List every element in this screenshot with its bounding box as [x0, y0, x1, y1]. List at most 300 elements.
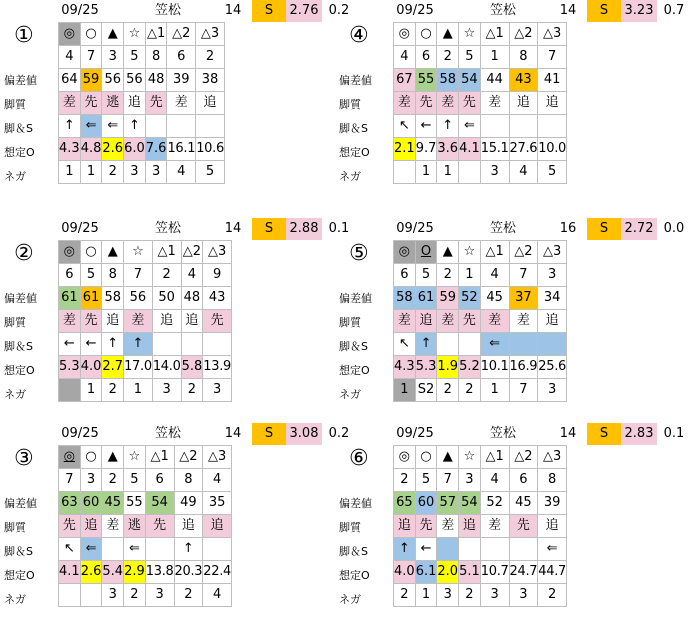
grid-cell-dev: 34: [538, 287, 567, 310]
race-number: ①: [14, 23, 34, 48]
grid-cell-dev: 43: [509, 69, 538, 92]
row-label: 脚＆S: [4, 122, 33, 135]
grid-cell-odds: 6.0: [124, 138, 146, 161]
header-venue: 笠松: [154, 426, 181, 441]
grid-cell-marks: △3: [203, 241, 232, 264]
grid-row-nega: [394, 584, 567, 607]
grid-cell-style: 追: [102, 310, 124, 333]
grid-cell-dev: 49: [174, 492, 203, 515]
grid-cell-odds: 14.0: [152, 356, 181, 379]
grid-cell-nega: 3: [509, 584, 538, 607]
grid-cell-dev: 67: [394, 69, 416, 92]
grid-cell-leg: [203, 538, 232, 561]
grid-cell-leg: ↑: [102, 333, 124, 356]
grid-cell-leg: ←: [59, 333, 81, 356]
grid-cell-odds: 1.9: [437, 356, 459, 379]
row-label: 偏差値: [339, 292, 372, 305]
grid-cell-leg: [538, 115, 567, 138]
grid-cell-horses: 4: [59, 46, 81, 69]
header-grade: S: [252, 423, 286, 445]
grid-cell-odds: 2.6: [102, 138, 124, 161]
grid-cell-dev: 50: [152, 287, 181, 310]
grid-cell-dev: 63: [59, 492, 81, 515]
header-venue: 笠松: [154, 221, 181, 236]
grid-cell-odds: 4.8: [80, 138, 102, 161]
grid-cell-nega: S2: [415, 379, 437, 402]
grid-row-leg: [394, 333, 567, 356]
grid-cell-dev: 43: [203, 287, 232, 310]
header-grade: S: [587, 423, 621, 445]
grid-cell-dev: 61: [80, 287, 102, 310]
grid-cell-nega: 3: [152, 379, 181, 402]
row-label: 脚＆S: [4, 340, 33, 353]
grid-cell-marks: ○: [415, 446, 437, 469]
grid-row-odds: [59, 356, 232, 379]
grid-cell-dev: 45: [480, 287, 509, 310]
grid-cell-marks: ◎: [394, 241, 416, 264]
grid-cell-nega: 1: [80, 379, 102, 402]
grid-cell-marks: ▲: [437, 446, 459, 469]
grid-cell-dev: 45: [509, 492, 538, 515]
row-label: 偏差値: [339, 74, 372, 87]
row-label: 脚質: [339, 316, 361, 329]
header-count: 14: [224, 426, 242, 441]
grid-cell-nega: 4: [167, 161, 196, 184]
grid-cell-nega: 2: [102, 161, 124, 184]
grid-cell-odds: 2.0: [437, 561, 459, 584]
grid-row-horses: [59, 46, 225, 69]
grid-cell-nega: 3: [480, 161, 509, 184]
grid-cell-leg: ⇐: [538, 538, 567, 561]
grid-cell-leg: [459, 333, 481, 356]
grid-cell-leg: [480, 538, 509, 561]
grid-cell-nega: [394, 161, 416, 184]
grid-cell-dev: 54: [459, 69, 481, 92]
grid-cell-nega: 4: [203, 584, 232, 607]
grid-cell-marks: ▲: [437, 23, 459, 46]
grid-cell-leg: ⇐: [124, 538, 146, 561]
grid-cell-dev: 58: [394, 287, 416, 310]
grid-cell-nega: 1: [480, 379, 509, 402]
grid-cell-marks: △1: [145, 23, 167, 46]
grid-cell-leg: [203, 333, 232, 356]
row-label: 脚＆S: [4, 545, 33, 558]
grid-row-marks: [394, 23, 567, 46]
grid-cell-marks: △3: [538, 23, 567, 46]
grid-cell-marks: ☆: [124, 241, 153, 264]
grid-cell-odds: 13.8: [145, 561, 174, 584]
grid-row-horses: [394, 469, 567, 492]
grid-cell-style: 逃: [124, 515, 146, 538]
row-label: 脚＆S: [339, 340, 368, 353]
grid-cell-odds: 5.3: [59, 356, 81, 379]
grid-cell-horses: 2: [394, 469, 416, 492]
grid-cell-odds: 5.3: [415, 356, 437, 379]
grid-cell-marks: △3: [538, 446, 567, 469]
grid-cell-horses: 6: [415, 46, 437, 69]
grid-cell-marks: ▲: [437, 241, 459, 264]
prediction-grid: [393, 240, 567, 402]
grid-row-style: [59, 310, 232, 333]
grid-cell-odds: 24.7: [509, 561, 538, 584]
grid-cell-horses: 3: [102, 46, 124, 69]
grid-cell-leg: [181, 333, 203, 356]
grid-cell-marks: ○: [80, 23, 102, 46]
header-count: 16: [559, 221, 577, 236]
grid-cell-dev: 61: [415, 287, 437, 310]
row-label: 脚質: [339, 521, 361, 534]
grid-cell-dev: 35: [203, 492, 232, 515]
grid-cell-odds: 5.2: [459, 356, 481, 379]
grid-cell-marks: ☆: [459, 241, 481, 264]
grid-cell-horses: 6: [145, 469, 174, 492]
grid-cell-dev: 59: [80, 69, 102, 92]
header-val2: 0.7: [663, 3, 685, 18]
grid-row-odds: [394, 138, 567, 161]
grid-cell-nega: 3: [124, 161, 146, 184]
grid-cell-dev: 64: [59, 69, 81, 92]
grid-cell-marks: ○: [80, 446, 102, 469]
grid-row-leg: [394, 115, 567, 138]
grid-cell-dev: 56: [102, 69, 124, 92]
grid-cell-marks: ◎: [59, 23, 81, 46]
grid-cell-dev: 58: [437, 69, 459, 92]
grid-cell-marks: △1: [480, 23, 509, 46]
grid-cell-marks: △2: [167, 23, 196, 46]
grid-cell-leg: ↑: [394, 538, 416, 561]
grid-cell-dev: 54: [459, 492, 481, 515]
grid-cell-leg: ←: [80, 333, 102, 356]
grid-cell-horses: 5: [80, 264, 102, 287]
grid-cell-horses: 6: [509, 469, 538, 492]
grid-row-leg: [394, 538, 567, 561]
grid-cell-marks: ▲: [102, 446, 124, 469]
race-number: ④: [349, 23, 369, 48]
grid-cell-leg: ←: [415, 115, 437, 138]
prediction-grid: [393, 22, 567, 184]
grid-cell-leg: [196, 115, 225, 138]
grid-row-style: [394, 310, 567, 333]
grid-cell-leg: [152, 333, 181, 356]
grid-cell-style: 追: [196, 92, 225, 115]
header-val1: 2.83: [621, 423, 657, 445]
grid-cell-horses: 8: [538, 469, 567, 492]
grid-cell-horses: 2: [437, 264, 459, 287]
grid-row-marks: [394, 446, 567, 469]
grid-cell-odds: 5.1: [459, 561, 481, 584]
grid-cell-marks: △2: [174, 446, 203, 469]
grid-cell-nega: 3: [480, 584, 509, 607]
grid-cell-nega: 1: [415, 161, 437, 184]
grid-cell-dev: 54: [145, 492, 174, 515]
grid-row-horses: [59, 469, 232, 492]
grid-cell-odds: 25.6: [538, 356, 567, 379]
grid-row-odds: [59, 561, 232, 584]
grid-cell-dev: 60: [80, 492, 102, 515]
grid-cell-odds: 4.0: [394, 561, 416, 584]
grid-cell-leg: ↖: [394, 333, 416, 356]
grid-cell-leg: ↑: [59, 115, 81, 138]
grid-row-marks: [394, 241, 567, 264]
grid-cell-odds: 7.6: [145, 138, 167, 161]
grid-cell-dev: 39: [538, 492, 567, 515]
grid-row-style: [394, 515, 567, 538]
grid-cell-horses: 8: [174, 469, 203, 492]
grid-cell-odds: 4.0: [80, 356, 102, 379]
grid-cell-horses: 7: [509, 264, 538, 287]
grid-row-dev: [394, 69, 567, 92]
grid-cell-odds: 9.7: [415, 138, 437, 161]
grid-cell-dev: 38: [196, 69, 225, 92]
grid-cell-marks: ▲: [102, 23, 124, 46]
grid-cell-odds: 2.7: [102, 356, 124, 379]
grid-cell-odds: 10.7: [480, 561, 509, 584]
grid-cell-odds: 16.9: [509, 356, 538, 379]
grid-cell-horses: 2: [196, 46, 225, 69]
grid-cell-marks: ◎: [394, 23, 416, 46]
race-number: ⑤: [349, 241, 369, 266]
grid-cell-odds: 44.7: [538, 561, 567, 584]
grid-row-nega: [59, 161, 225, 184]
grid-row-nega: [59, 379, 232, 402]
grid-cell-odds: 16.1: [167, 138, 196, 161]
grid-cell-marks: △3: [196, 23, 225, 46]
grid-cell-odds: 4.3: [59, 138, 81, 161]
header-venue: 笠松: [489, 426, 516, 441]
race-number: ⑥: [349, 446, 369, 471]
grid-cell-odds: 4.3: [394, 356, 416, 379]
row-label: 脚質: [4, 98, 26, 111]
header-grade: S: [252, 218, 286, 240]
grid-cell-nega: 2: [174, 584, 203, 607]
row-label: ネガ: [339, 593, 361, 606]
grid-row-nega: [394, 379, 567, 402]
grid-cell-odds: 2.9: [124, 561, 146, 584]
grid-cell-horses: 7: [59, 469, 81, 492]
grid-cell-nega: 3: [203, 379, 232, 402]
grid-row-odds: [59, 138, 225, 161]
grid-cell-style: 追: [203, 515, 232, 538]
grid-cell-odds: 3.6: [437, 138, 459, 161]
grid-cell-horses: 4: [181, 264, 203, 287]
grid-cell-dev: 58: [102, 287, 124, 310]
grid-cell-horses: 5: [459, 46, 481, 69]
row-label: 偏差値: [4, 292, 37, 305]
grid-cell-style: 先: [459, 92, 481, 115]
grid-cell-horses: 6: [59, 264, 81, 287]
header-val2: 0.1: [328, 221, 350, 236]
race-number: ③: [14, 446, 34, 471]
prediction-grid: [58, 22, 225, 184]
grid-row-dev: [59, 492, 232, 515]
header-date: 09/25: [396, 426, 434, 441]
header-count: 14: [224, 3, 242, 18]
grid-cell-style: 差: [437, 515, 459, 538]
grid-cell-odds: 10.1: [480, 356, 509, 379]
grid-cell-horses: 2: [152, 264, 181, 287]
row-label: 想定O: [4, 146, 35, 159]
grid-cell-style: 先: [145, 515, 174, 538]
row-label: ネガ: [4, 170, 26, 183]
grid-row-odds: [394, 561, 567, 584]
grid-cell-dev: 52: [480, 492, 509, 515]
grid-cell-dev: 45: [102, 492, 124, 515]
grid-cell-dev: 57: [437, 492, 459, 515]
grid-cell-odds: 5.4: [102, 561, 124, 584]
grid-cell-style: 差: [102, 515, 124, 538]
grid-cell-dev: 65: [394, 492, 416, 515]
grid-cell-style: 先: [509, 515, 538, 538]
header-date: 09/25: [396, 221, 434, 236]
grid-cell-leg: ←: [415, 538, 437, 561]
header-val1: 2.88: [286, 218, 322, 240]
header-date: 09/25: [61, 3, 99, 18]
grid-cell-style: 差: [59, 310, 81, 333]
grid-row-nega: [59, 584, 232, 607]
grid-cell-leg: [437, 333, 459, 356]
grid-cell-horses: 2: [102, 469, 124, 492]
grid-cell-dev: 60: [415, 492, 437, 515]
header-val2: 0.2: [328, 426, 350, 441]
prediction-grid: [393, 445, 567, 607]
grid-cell-dev: 44: [480, 69, 509, 92]
grid-cell-leg: [145, 538, 174, 561]
grid-cell-style: 差: [59, 92, 81, 115]
grid-cell-dev: 48: [145, 69, 167, 92]
grid-cell-nega: [59, 379, 81, 402]
grid-cell-style: 追: [415, 310, 437, 333]
grid-cell-marks: O: [415, 241, 437, 264]
grid-cell-horses: 9: [203, 264, 232, 287]
grid-cell-style: 差: [394, 310, 416, 333]
grid-cell-horses: 4: [480, 264, 509, 287]
grid-cell-marks: △3: [203, 446, 232, 469]
row-label: 偏差値: [4, 497, 37, 510]
grid-cell-style: 追: [538, 515, 567, 538]
grid-cell-nega: [459, 161, 481, 184]
grid-row-dev: [59, 69, 225, 92]
header-count: 14: [224, 221, 242, 236]
grid-cell-nega: 3: [437, 584, 459, 607]
header-val2: 0.1: [663, 426, 685, 441]
grid-cell-horses: 3: [80, 469, 102, 492]
prediction-grid: [58, 240, 232, 402]
grid-cell-nega: 2: [459, 584, 481, 607]
grid-cell-nega: 5: [196, 161, 225, 184]
grid-cell-style: 逃: [102, 92, 124, 115]
row-label: ネガ: [4, 593, 26, 606]
race-number: ②: [14, 241, 34, 266]
grid-cell-style: 差: [480, 92, 509, 115]
header-date: 09/25: [61, 426, 99, 441]
grid-cell-style: 追: [538, 92, 567, 115]
grid-cell-leg: ↑: [437, 115, 459, 138]
grid-row-dev: [59, 287, 232, 310]
grid-cell-style: 追: [538, 310, 567, 333]
row-label: ネガ: [4, 388, 26, 401]
row-label: 想定O: [339, 364, 370, 377]
grid-cell-marks: △3: [538, 241, 567, 264]
header-val1: 2.76: [286, 0, 322, 22]
header-count: 14: [559, 426, 577, 441]
grid-cell-horses: 1: [480, 46, 509, 69]
header-val1: 3.23: [621, 0, 657, 22]
grid-cell-leg: ↑: [124, 115, 146, 138]
grid-cell-style: 先: [415, 515, 437, 538]
grid-cell-style: 先: [459, 310, 481, 333]
grid-cell-dev: 56: [124, 69, 146, 92]
grid-cell-odds: 2.1: [394, 138, 416, 161]
grid-cell-odds: 10.0: [538, 138, 567, 161]
grid-cell-marks: ○: [415, 23, 437, 46]
grid-cell-nega: 2: [394, 584, 416, 607]
grid-cell-leg: ⇐: [480, 333, 509, 356]
grid-cell-odds: 13.9: [203, 356, 232, 379]
grid-cell-nega: 5: [538, 161, 567, 184]
grid-cell-odds: 4.1: [459, 138, 481, 161]
grid-cell-leg: ⇐: [102, 115, 124, 138]
grid-cell-leg: [538, 333, 567, 356]
grid-cell-dev: 55: [415, 69, 437, 92]
grid-row-nega: [394, 161, 567, 184]
grid-row-marks: [59, 446, 232, 469]
grid-cell-nega: 2: [538, 584, 567, 607]
grid-cell-style: 差: [167, 92, 196, 115]
grid-cell-leg: [437, 538, 459, 561]
grid-cell-nega: 1: [437, 161, 459, 184]
grid-cell-marks: △2: [509, 23, 538, 46]
grid-cell-horses: 4: [480, 469, 509, 492]
grid-cell-marks: △1: [480, 446, 509, 469]
grid-cell-style: 差: [394, 92, 416, 115]
grid-row-odds: [394, 356, 567, 379]
grid-cell-odds: 10.6: [196, 138, 225, 161]
grid-cell-odds: 4.1: [59, 561, 81, 584]
grid-cell-style: 先: [203, 310, 232, 333]
grid-cell-dev: 55: [124, 492, 146, 515]
grid-cell-odds: 27.6: [509, 138, 538, 161]
grid-row-marks: [59, 23, 225, 46]
grid-cell-marks: △2: [509, 446, 538, 469]
grid-row-dev: [394, 492, 567, 515]
header-count: 14: [559, 3, 577, 18]
grid-cell-style: 追: [181, 310, 203, 333]
grid-row-leg: [59, 538, 232, 561]
grid-cell-dev: 52: [459, 287, 481, 310]
grid-cell-style: 追: [80, 515, 102, 538]
grid-cell-horses: 3: [459, 469, 481, 492]
grid-row-horses: [59, 264, 232, 287]
grid-cell-leg: [459, 538, 481, 561]
grid-cell-horses: 7: [437, 469, 459, 492]
grid-cell-nega: 2: [102, 379, 124, 402]
grid-cell-dev: 39: [167, 69, 196, 92]
row-label: 偏差値: [4, 74, 37, 87]
grid-cell-odds: 20.3: [174, 561, 203, 584]
grid-cell-leg: ⇐: [80, 538, 102, 561]
grid-cell-style: 差: [480, 515, 509, 538]
grid-cell-style: 追: [394, 515, 416, 538]
grid-cell-horses: 5: [415, 469, 437, 492]
grid-cell-leg: ⇐: [459, 115, 481, 138]
row-label: 想定O: [339, 569, 370, 582]
header-date: 09/25: [61, 221, 99, 236]
grid-cell-leg: [509, 333, 538, 356]
grid-cell-horses: 4: [394, 46, 416, 69]
grid-cell-marks: ◎: [59, 446, 81, 469]
grid-row-style: [59, 515, 232, 538]
grid-cell-leg: [167, 115, 196, 138]
